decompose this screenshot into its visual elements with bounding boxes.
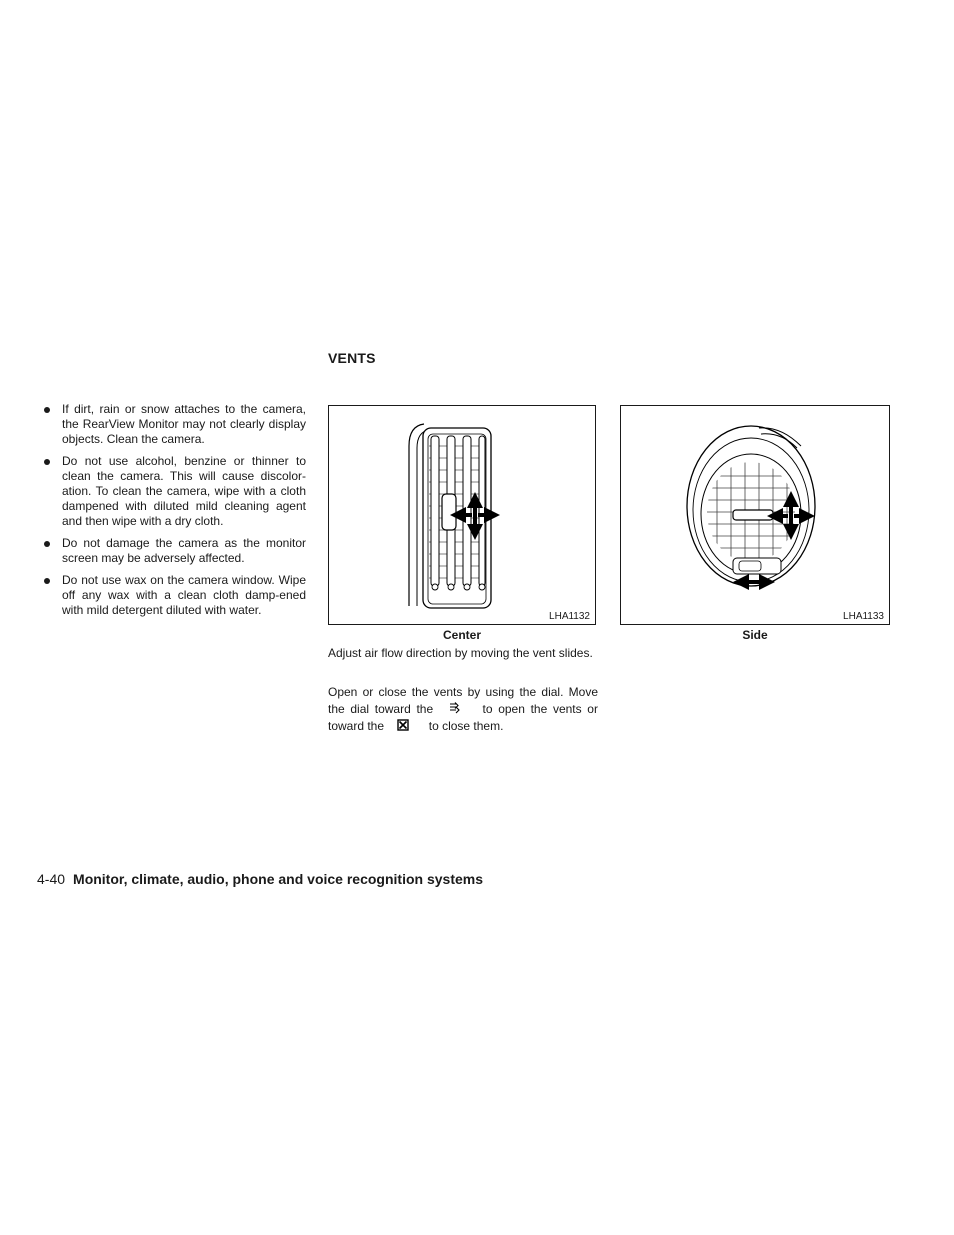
side-vent-illustration [621,406,891,626]
bullet-item [40,402,306,447]
bullet-text: If dirt, rain or snow attaches to the camera, the RearView Monitor may not clearly display objects. Clean the camera. [62,402,306,446]
vent-open-icon [449,702,461,714]
bullet-icon [44,578,50,584]
vent-close-icon [397,719,409,731]
bullet-icon [44,459,50,465]
caution-bullet-list [40,402,306,625]
bullet-item [40,454,306,529]
chapter-title: Monitor, climate, audio, phone and voice recognition systems [73,871,483,887]
bullet-text: Do not damage the camera as the monitor screen may be adversely affected. [62,536,306,565]
bullet-item [40,536,306,566]
center-vent-figure [328,405,596,625]
side-vent-figure [620,405,890,625]
dial-text-3: to close them. [428,719,504,733]
bullet-text: Do not use wax on the camera window. Wipe off any wax with a clean cloth damp-ened with mild detergent diluted with water. [62,573,306,617]
bullet-icon [44,407,50,413]
bullet-icon [44,541,50,547]
airflow-paragraph: Adjust air flow direction by moving the vent slides. [328,646,593,660]
section-title: VENTS [328,350,376,366]
dial-text-2: to open the vents or toward the [328,702,598,733]
bullet-item [40,573,306,618]
center-caption: Center [442,628,481,642]
page-number: 4-40 [37,871,66,887]
page-footer [37,871,483,887]
center-vent-illustration [329,406,597,626]
dial-paragraph [328,684,598,735]
figure-code: LHA1133 [843,611,884,622]
figure-code: LHA1132 [549,611,590,622]
dial-text-1: Open or close the vents by using the dial. Move the dial toward the [328,685,598,716]
bullet-text: Do not use alcohol, benzine or thinner to clean the camera. This will cause discolor-ation. To clean the camera, wipe with a cloth dampened with diluted mild cleaning agent and then wipe with a dry cloth. [62,454,306,528]
side-caption: Side [742,628,768,642]
